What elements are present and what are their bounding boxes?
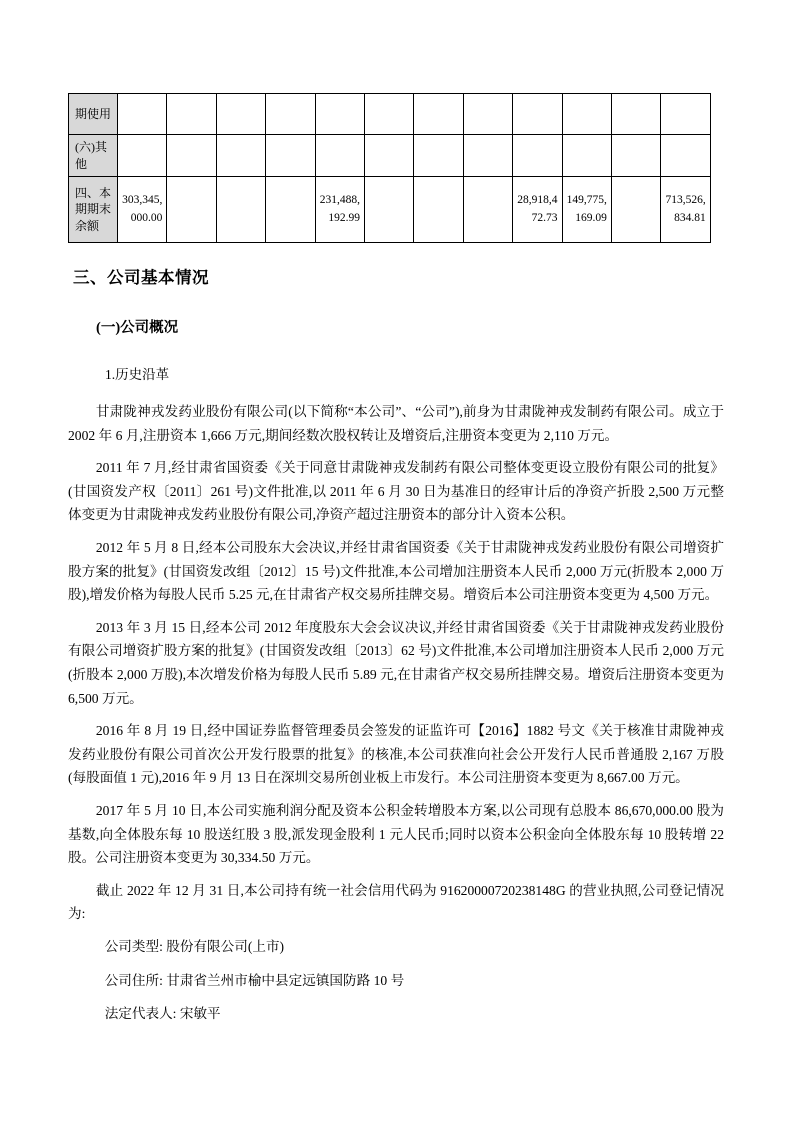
table-cell bbox=[118, 135, 167, 177]
equity-change-table bbox=[68, 93, 711, 243]
table-cell bbox=[513, 94, 562, 135]
table-cell bbox=[315, 94, 364, 135]
row-label: (六)其他 bbox=[69, 135, 118, 177]
table-cell bbox=[513, 135, 562, 177]
table-cell bbox=[611, 135, 660, 177]
table-cell bbox=[216, 177, 265, 243]
table-cell: 713,526,834.81 bbox=[661, 177, 710, 243]
table-cell bbox=[167, 177, 216, 243]
table-cell bbox=[562, 94, 611, 135]
table-cell bbox=[414, 177, 463, 243]
history-paragraph: 2017 年 5 月 10 日,本公司实施利润分配及资本公积金转增股本方案,以公司现有总股本 86,670,000.00 股为基数,向全体股东每 10 股送红股 3 股,派发现金股利 1 元人民币;同时以资本公积金向全体股东每 10 股转增 22 股。公司注册资本变更为 30,334.50 万元。 bbox=[68, 803, 724, 866]
table-cell bbox=[611, 177, 660, 243]
table-row bbox=[69, 177, 711, 243]
table-cell bbox=[364, 177, 413, 243]
history-paragraph: 甘肃陇神戎发药业股份有限公司(以下简称“本公司”、“公司”),前身为甘肃陇神戎发制药有限公司。成立于 2002 年 6 月,注册资本 1,666 万元,期间经数次股权转让及增资后,注册资本变更为 2,110 万元。 bbox=[68, 404, 724, 443]
section-heading: 三、公司基本情况 bbox=[73, 268, 209, 288]
table-cell bbox=[216, 94, 265, 135]
table-cell bbox=[364, 94, 413, 135]
table-cell: 303,345,000.00 bbox=[118, 177, 167, 243]
table-cell bbox=[661, 94, 710, 135]
table-cell bbox=[414, 135, 463, 177]
row-label: 四、本期期末余额 bbox=[69, 177, 118, 243]
table-cell bbox=[463, 177, 512, 243]
table-cell bbox=[167, 94, 216, 135]
subsubsection-heading: 1.历史沿革 bbox=[105, 367, 170, 383]
row-label: 期使用 bbox=[69, 94, 118, 135]
table-cell bbox=[216, 135, 265, 177]
table-row bbox=[69, 135, 711, 177]
table-cell bbox=[364, 135, 413, 177]
company-address-line: 公司住所: 甘肃省兰州市榆中县定远镇国防路 10 号 bbox=[104, 972, 405, 988]
subsection-heading: (一)公司概况 bbox=[96, 320, 179, 337]
table-cell bbox=[118, 94, 167, 135]
history-paragraph: 截止 2022 年 12 月 31 日,本公司持有统一社会信用代码为 91620000720238148G 的营业执照,公司登记情况为: bbox=[68, 882, 724, 922]
table-cell bbox=[661, 135, 710, 177]
table-cell bbox=[611, 94, 660, 135]
history-paragraph: 2011 年 7 月,经甘肃省国资委《关于同意甘肃陇神戎发制药有限公司整体变更设立股份有限公司的批复》(甘国资发产权〔2011〕261 号)文件批准,以 2011 年 6 月 30 日为基准日的经审计后的净资产折股 2,500 万元整体变更为甘肃陇神戎发药业股份有限公司,净资产超过注册资本的部分计入资本公积。 bbox=[68, 460, 724, 523]
table-cell bbox=[266, 177, 315, 243]
table-cell bbox=[414, 94, 463, 135]
table-cell: 231,488,192.99 bbox=[315, 177, 364, 243]
table-cell: 28,918,472.73 bbox=[513, 177, 562, 243]
table-cell bbox=[266, 135, 315, 177]
legal-representative-line: 法定代表人: 宋敏平 bbox=[104, 1005, 221, 1021]
table-row bbox=[69, 94, 711, 135]
company-type-line: 公司类型: 股份有限公司(上市) bbox=[104, 939, 285, 955]
table-cell bbox=[315, 135, 364, 177]
history-paragraph: 2016 年 8 月 19 日,经中国证券监督管理委员会签发的证监许可【2016】1882 号文《关于核准甘肃陇神戎发药业股份有限公司首次公开发行股票的批复》的核准,本公司获准向社会公开发行人民币普通股 2,167 万股(每股面值 1 元),2016 年 9 月 13 日在深圳交易所创业板上市发行。本公司注册资本变更为 8,667.00 万元。 bbox=[68, 723, 724, 786]
table-cell: 149,775,169.09 bbox=[562, 177, 611, 243]
table-cell bbox=[562, 135, 611, 177]
table-cell bbox=[167, 135, 216, 177]
table-cell bbox=[463, 94, 512, 135]
history-paragraph: 2012 年 5 月 8 日,经本公司股东大会决议,并经甘肃省国资委《关于甘肃陇神戎发药业股份有限公司增资扩股方案的批复》(甘国资发改组〔2012〕15 号)文件批准,本公司增加注册资本人民币 2,000 万元(折股本 2,000 万股),增发价格为每股人民币 5.25 元,在甘肃省产权交易所挂牌交易。增资后本公司注册资本变更为 4,500 万元。 bbox=[68, 540, 724, 603]
table-cell bbox=[266, 94, 315, 135]
table-cell bbox=[463, 135, 512, 177]
history-paragraph: 2013 年 3 月 15 日,经本公司 2012 年度股东大会会议决议,并经甘肃省国资委《关于甘肃陇神戎发药业股份有限公司增资扩股方案的批复》(甘国资发改组〔2013〕62 号)文件批准,本公司增加注册资本人民币 2,000 万元(折股本 2,000 万股),本次增发价格为每股人民币 5.89 元,在甘肃省产权交易所挂牌交易。增资后注册资本变更为 6,500 万元。 bbox=[68, 619, 724, 706]
